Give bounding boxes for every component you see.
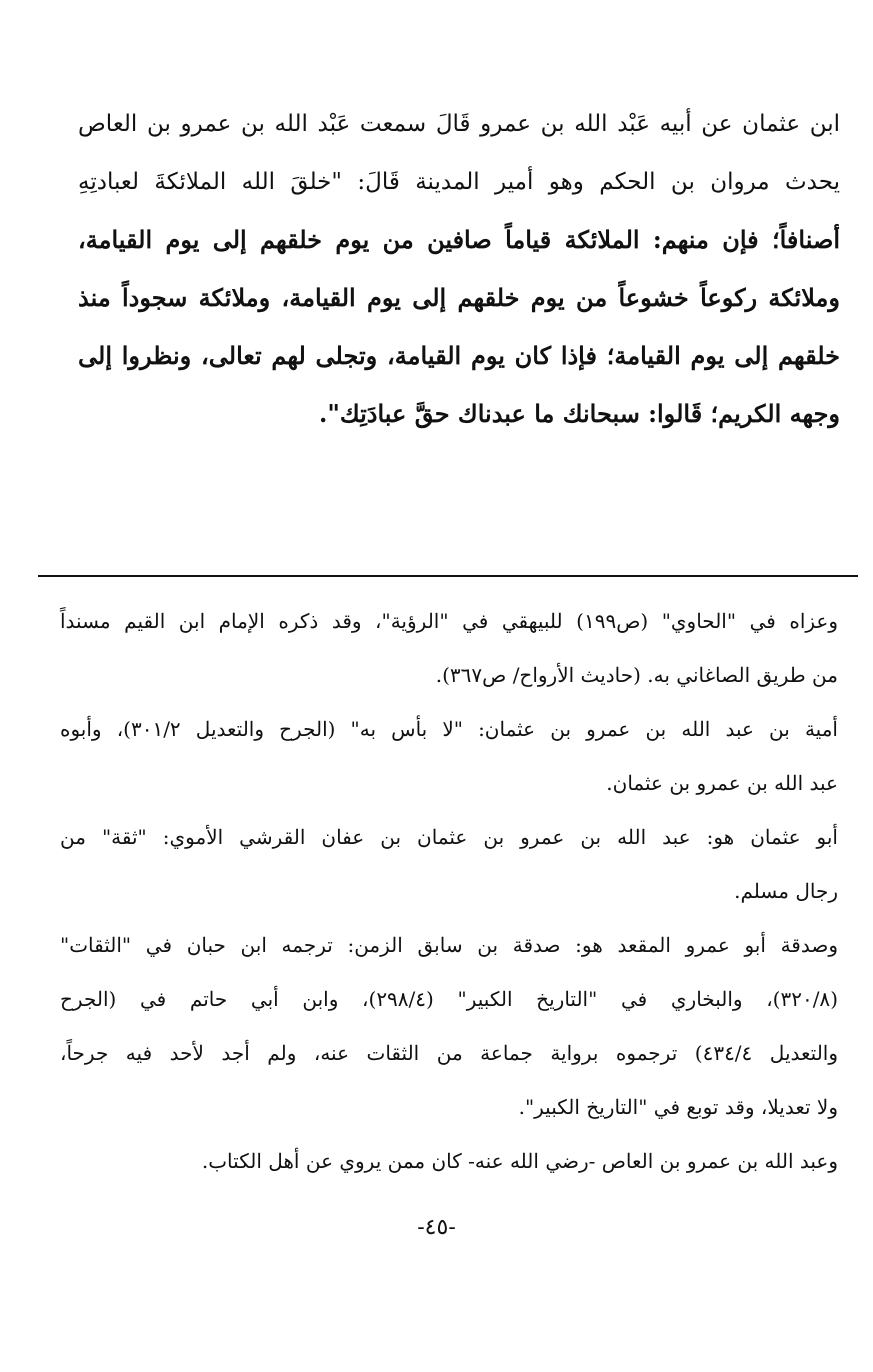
footnote-line: عبد الله بن عمرو بن عثمان. — [606, 771, 838, 795]
main-line: ابن عثمان عن أبيه عَبْد الله بن عمرو قَالَ سمعت عَبْد الله بن عمرو بن العاص — [78, 111, 840, 137]
page-number: -٤٥- — [417, 1215, 456, 1240]
footnote-line: (٣٢٠/٨)، والبخاري في "التاريخ الكبير" (٢٩٨/٤)، وابن أبي حاتم في (الجرح — [60, 987, 838, 1011]
main-line: وملائكة ركوعاً خشوعاً من يوم خلقهم إلى يوم القيامة، وملائكة سجوداً منذ — [78, 283, 840, 312]
footnote-line: من طريق الصاغاني به. (حاديث الأرواح/ ص٣٦٧). — [435, 663, 838, 687]
main-line: خلقهم إلى يوم القيامة؛ فإذا كان يوم القيامة، وتجلى لهم تعالى، ونظروا إلى — [78, 341, 840, 370]
footnote-line: رجال مسلم. — [734, 879, 838, 903]
main-line: أصنافاً؛ فإن منهم: الملائكة قياماً صافين من يوم خلقهم إلى يوم القيامة، — [78, 225, 840, 254]
footnote-line: وعبد الله بن عمرو بن العاص -رضي الله عنه- كان ممن يروي عن أهل الكتاب. — [201, 1149, 838, 1173]
footnote-line: أمية بن عبد الله بن عمرو بن عثمان: "لا بأس به" (الجرح والتعديل ٣٠١/٢)، وأبوه — [60, 717, 838, 741]
main-line: يحدث مروان بن الحكم وهو أمير المدينة قَالَ: "خلقَ الله الملائكةَ لعبادتِهِ — [78, 169, 840, 195]
main-line: وجهه الكريم؛ قَالوا: سبحانك ما عبدناك حقَّ عبادَتِك". — [319, 399, 840, 428]
footnote-line: وعزاه في "الحاوي" (ص١٩٩) للبيهقي في "الرؤية"، وقد ذكره الإمام ابن القيم مسنداً — [60, 609, 838, 633]
main-text-block — [78, 95, 840, 443]
footnote-line: والتعديل ٤٣٤/٤) ترجموه برواية جماعة من الثقات عنه، ولم أجد لأحد فيه جرحاً، — [60, 1041, 838, 1065]
footnotes-block — [60, 594, 838, 1188]
footnote-line: أبو عثمان هو: عبد الله بن عمرو بن عثمان بن عفان القرشي الأموي: "ثقة" من — [60, 825, 838, 849]
footnote-divider — [38, 575, 858, 577]
footnote-line: ولا تعديلا، وقد توبع في "التاريخ الكبير". — [518, 1095, 838, 1119]
footnote-line: وصدقة أبو عمرو المقعد هو: صدقة بن سابق الزمن: ترجمه ابن حبان في "الثقات" — [60, 933, 838, 957]
